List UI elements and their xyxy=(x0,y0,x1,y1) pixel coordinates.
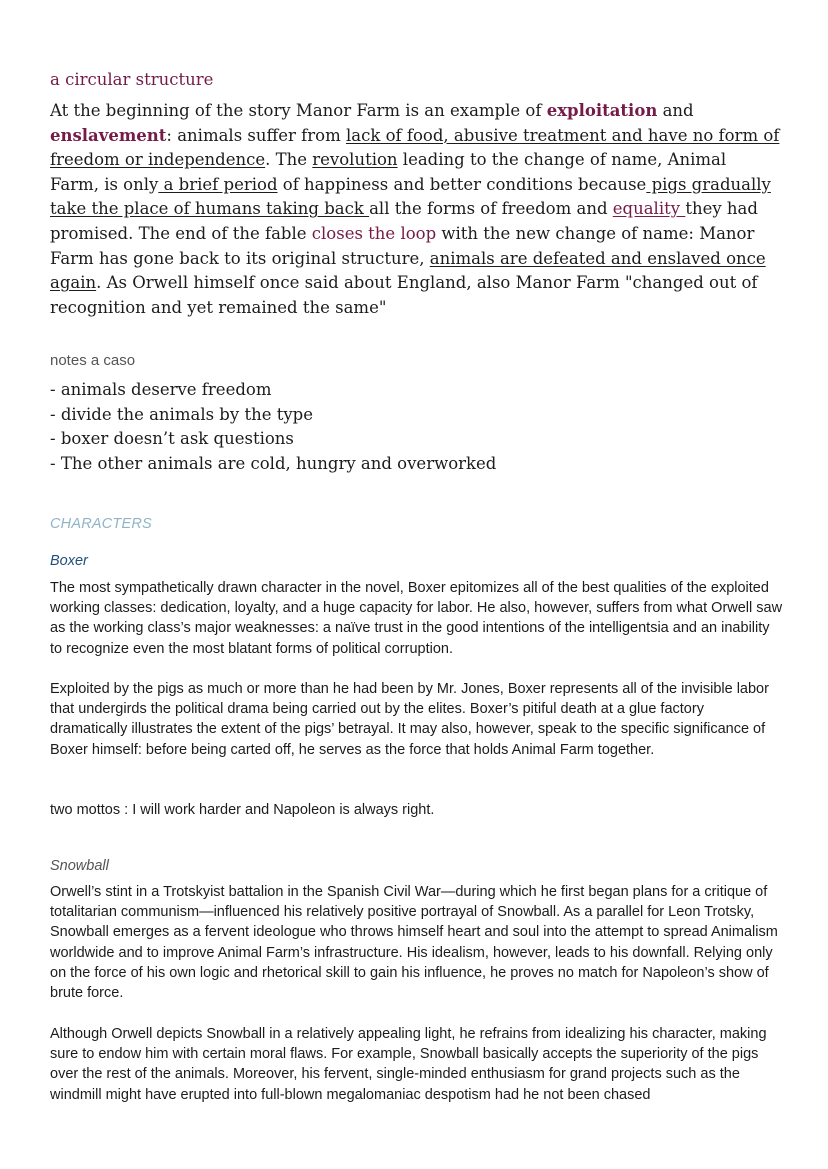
underlined-phrase: animals are defeated and enslaved once again xyxy=(50,248,766,293)
underlined-phrase: lack of food, abusive treatment and have no form of freedom or independence xyxy=(50,125,780,170)
notes-heading: notes a caso xyxy=(50,352,136,369)
characters-heading: CHARACTERS xyxy=(50,516,152,532)
text-run: with the new change of name: Manor Farm has gone back to its original structure, xyxy=(50,223,755,268)
text-run: . As Orwell himself once said about England, also Manor Farm "changed out of recognition and yet remained the same" xyxy=(50,273,758,317)
boxer-paragraph-1: The most sympathetically drawn character in the novel, Boxer epitomizes all of the best qualities of the exploited working classes: dedication, loyalty, and a huge capacity for labor. He also, however, suffers from what Orwell saw as the working class’s major weaknesses: a naïve trust in the good intentions of the intelligentsia and an inability to recognize even the most blatant forms of political corruption. xyxy=(50,580,783,657)
text-run: they had promised. The end of the fable xyxy=(50,199,758,243)
keyword-exploitation: exploitation xyxy=(546,101,658,120)
snowball-paragraph-2: Although Orwell depicts Snowball in a relatively appealing light, he refrains from idealizing his character, making sure to endow him with certain moral flaws. For example, Snowball basically accepts the superiority of the pigs over the rest of the animals. Moreover, his fervent, single-minded enthusiasm for grand projects such as the windmill might have erupted into full-blown megalomaniac despotism had he not been chased xyxy=(50,1026,767,1103)
text-run: all the forms of freedom and xyxy=(369,199,613,219)
text-run: : animals suffer from xyxy=(166,125,346,145)
underlined-phrase: pigs gradually take the place of humans taking back xyxy=(50,174,771,219)
text-run: and xyxy=(657,101,694,120)
keyword-closes-the-loop: closes the loop xyxy=(311,223,437,243)
text-run: At the beginning of the story Manor Farm is an example of xyxy=(50,101,547,120)
underlined-keyword-equality: equality xyxy=(612,199,686,219)
list-item: - boxer doesn’t ask questions xyxy=(50,429,294,449)
circular-structure-paragraph xyxy=(50,99,780,320)
circular-structure-heading: a circular structure xyxy=(50,70,214,89)
keyword-enslavement: enslavement xyxy=(50,125,167,145)
boxer-paragraph-2: Exploited by the pigs as much or more than he had been by Mr. Jones, Boxer represents all of the invisible labor that undergirds the political drama being carried out by the elites. Boxer’s pitiful death at a glue factory dramatically illustrates the extent of the pigs’ betrayal. It may also, however, speak to the specific significance of Boxer himself: before being carted off, he serves as the force that holds Animal Farm together. xyxy=(50,681,769,758)
underlined-phrase: a brief period xyxy=(158,174,278,194)
list-item: - The other animals are cold, hungry and overworked xyxy=(50,453,497,473)
list-item: - divide the animals by the type xyxy=(50,404,313,424)
underlined-phrase: revolution xyxy=(312,150,398,170)
text-run: . The xyxy=(265,150,313,170)
text-run: leading to the change of name, Animal Farm, is only xyxy=(50,150,727,194)
boxer-mottos: two mottos : I will work harder and Napoleon is always right. xyxy=(50,802,435,818)
notes-list xyxy=(50,378,780,476)
list-item: - animals deserve freedom xyxy=(50,380,272,399)
snowball-paragraph-1: Orwell’s stint in a Trotskyist battalion in the Spanish Civil War—during which he first began plans for a critique of totalitarian communism—influenced his relatively positive portrayal of Snowball. As a parallel for Leon Trotsky, Snowball emerges as a fervent ideologue who throws himself heart and soul into the attempt to spread Animalism worldwide and to improve Animal Farm’s infrastructure. His idealism, however, leads to his downfall. Relying only on the force of his own logic and rhetorical skill to gain his influence, he proves no match for Napoleon’s show of brute force. xyxy=(50,884,778,1002)
text-run: of happiness and better conditions because xyxy=(277,174,647,194)
boxer-heading: Boxer xyxy=(50,553,88,569)
snowball-heading: Snowball xyxy=(50,858,109,874)
